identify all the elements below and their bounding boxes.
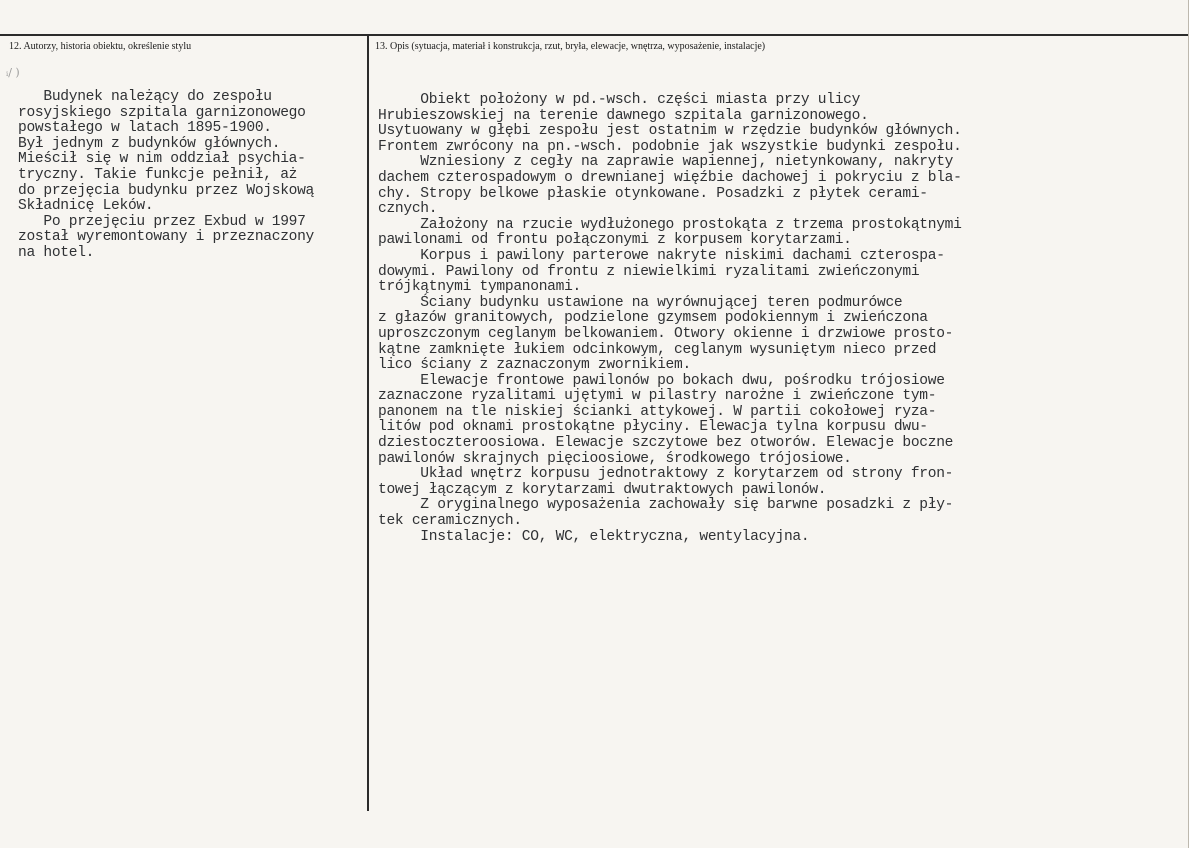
history-text xyxy=(18,90,314,262)
header-rule xyxy=(0,34,1188,36)
description-line: zaznaczone ryzalitami ujętymi w pilastry narożne i zwieńczone tym- xyxy=(378,388,937,405)
description-text xyxy=(378,93,962,545)
section-12-header: 12. Autorzy, historia obiektu, określenie stylu xyxy=(9,41,192,52)
description-line: dziestoczteroosiowa. Elewacje szczytowe bez otworów. Elewacje boczne xyxy=(378,435,954,452)
description-line: Instalacje: CO, WC, elektryczna, wentylacyjna. xyxy=(378,528,810,545)
description-line: towej łączącym z korytarzami dwutraktowych pawilonów. xyxy=(378,481,827,498)
description-line: Elewacje frontowe pawilonów po bokach dwu, pośrodku trójosiowe xyxy=(378,372,945,389)
history-line: Składnicę Leków. xyxy=(18,198,154,215)
history-line: Był jednym z budynków głównych. xyxy=(18,135,281,152)
description-line: Usytuowany w głębi zespołu jest ostatnim w rzędzie budynków głównych. xyxy=(378,123,962,140)
margin-mark: ᵢ/ ) xyxy=(6,66,20,79)
description-line: kątne zamknięte łukiem odcinkowym, ceglanym wysuniętym nieco przed xyxy=(378,341,937,358)
description-line: litów pod oknami prostokątne płyciny. Elewacja tylna korpusu dwu- xyxy=(378,419,928,436)
description-line: tek ceramicznych. xyxy=(378,513,522,530)
description-line: cznych. xyxy=(378,201,438,218)
history-line: do przejęcia budynku przez Wojskową xyxy=(18,182,315,199)
description-line: Układ wnętrz korpusu jednotraktowy z korytarzem od strony fron- xyxy=(378,466,954,483)
description-line: uproszczonym ceglanym belkowaniem. Otwory okienne i drzwiowe prosto- xyxy=(378,325,954,342)
description-line: chy. Stropy belkowe płaskie otynkowane. Posadzki z płytek cerami- xyxy=(378,185,928,202)
description-line: Założony na rzucie wydłużonego prostokąta z trzema prostokątnymi xyxy=(378,216,962,233)
history-line: powstałego w latach 1895-1900. xyxy=(18,120,272,137)
description-line: Korpus i pawilony parterowe nakryte niskimi dachami czterospa- xyxy=(378,247,945,264)
history-line: Mieścił się w nim oddział psychia- xyxy=(18,151,306,168)
history-line: na hotel. xyxy=(18,244,95,261)
description-line: Obiekt położony w pd.-wsch. części miasta przy ulicy xyxy=(378,92,861,108)
description-line: lico ściany z zaznaczonym zwornikiem. xyxy=(378,357,691,374)
description-line: pawilonami od frontu połączonymi z korpusem korytarzami. xyxy=(378,232,852,249)
history-line: został wyremontowany i przeznaczony xyxy=(18,229,315,246)
description-line: z głazów granitowych, podzielone gzymsem podokiennym i zwieńczona xyxy=(378,310,928,327)
column-divider xyxy=(367,35,369,811)
description-line: Hrubieszowskiej na terenie dawnego szpitala garnizonowego. xyxy=(378,107,869,124)
description-line: Ściany budynku ustawione na wyrównującej teren podmurówce xyxy=(378,294,903,311)
history-line: Po przejęciu przez Exbud w 1997 xyxy=(18,213,306,230)
history-line: rosyjskiego szpitala garnizonowego xyxy=(18,104,306,121)
description-line: Wzniesiony z cegły na zaprawie wapiennej, nietynkowany, nakryty xyxy=(378,154,954,171)
description-line: dachem czterospadowym o drewnianej więźbie dachowej i pokryciu z bla- xyxy=(378,169,962,186)
description-line: pawilonów skrajnych pięcioosiowe, środkowego trójosiowe. xyxy=(378,450,852,467)
history-line: tryczny. Takie funkcje pełnił, aż xyxy=(18,166,298,183)
history-line: Budynek należący do zespołu xyxy=(18,89,272,105)
description-line: trójkątnymi tympanonami. xyxy=(378,279,581,296)
description-line: Z oryginalnego wyposażenia zachowały się barwne posadzki z pły- xyxy=(378,497,954,514)
description-line: dowymi. Pawilony od frontu z niewielkimi ryzalitami zwieńczonymi xyxy=(378,263,920,280)
section-13-header: 13. Opis (sytuacja, materiał i konstrukcja, rzut, bryła, elewacje, wnętrza, wyposażenie, instalacje) xyxy=(375,41,766,52)
description-line: Frontem zwrócony na pn.-wsch. podobnie jak wszystkie budynki zespołu. xyxy=(378,138,962,155)
description-line: panonem na tle niskiej ścianki attykowej. W partii cokołowej ryza- xyxy=(378,403,937,420)
